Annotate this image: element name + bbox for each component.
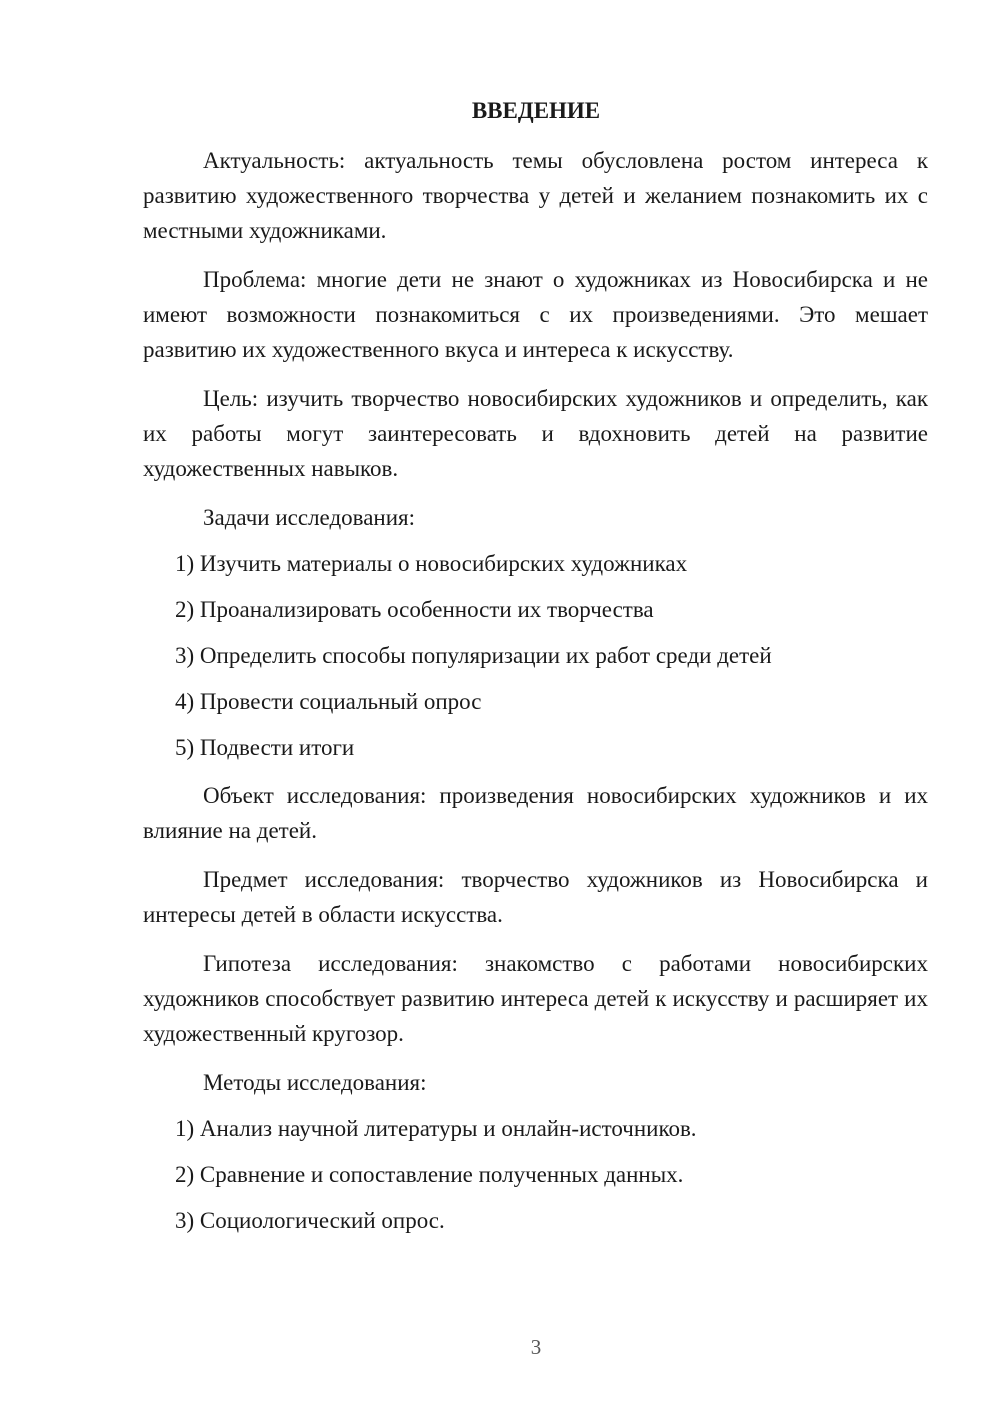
method-item: 3) Социологический опрос. (175, 1208, 445, 1233)
goal-paragraph: Цель: изучить творчество новосибирских художников и определить, как их работы могут заинтересовать и вдохновить детей на развитие художественных навыков. (143, 386, 928, 481)
tasks-list (143, 546, 928, 766)
methods-list (143, 1111, 928, 1239)
tasks-heading: Задачи исследования: (203, 505, 416, 530)
document-body (143, 143, 928, 1249)
task-item: 1) Изучить материалы о новосибирских художниках (175, 551, 688, 576)
relevance-paragraph: Актуальность: актуальность темы обусловлена ростом интереса к развитию художественного творчества у детей и желанием познакомить их с местными художниками. (143, 148, 928, 243)
method-item: 2) Сравнение и сопоставление полученных данных. (175, 1162, 684, 1187)
method-item: 1) Анализ научной литературы и онлайн-источников. (175, 1116, 697, 1141)
methods-heading: Методы исследования: (203, 1070, 427, 1095)
task-item: 2) Проанализировать особенности их творчества (175, 597, 654, 622)
task-item: 3) Определить способы популяризации их работ среди детей (175, 643, 772, 668)
page-title: ВВЕДЕНИЕ (471, 98, 601, 123)
hypothesis-paragraph: Гипотеза исследования: знакомство с работами новосибирских художников способствует развитию интереса детей к искусству и расширяет их художественный кругозор. (143, 951, 928, 1046)
page-number: 3 (530, 1335, 542, 1359)
problem-paragraph: Проблема: многие дети не знают о художниках из Новосибирска и не имеют возможности познакомиться с их произведениями. Это мешает развитию их художественного вкуса и интереса к искусству. (143, 267, 928, 362)
task-item: 4) Провести социальный опрос (175, 689, 482, 714)
task-item: 5) Подвести итоги (175, 735, 355, 760)
object-paragraph: Объект исследования: произведения новосибирских художников и их влияние на детей. (143, 783, 928, 843)
subject-paragraph: Предмет исследования: творчество художников из Новосибирска и интересы детей в области искусства. (143, 867, 928, 927)
